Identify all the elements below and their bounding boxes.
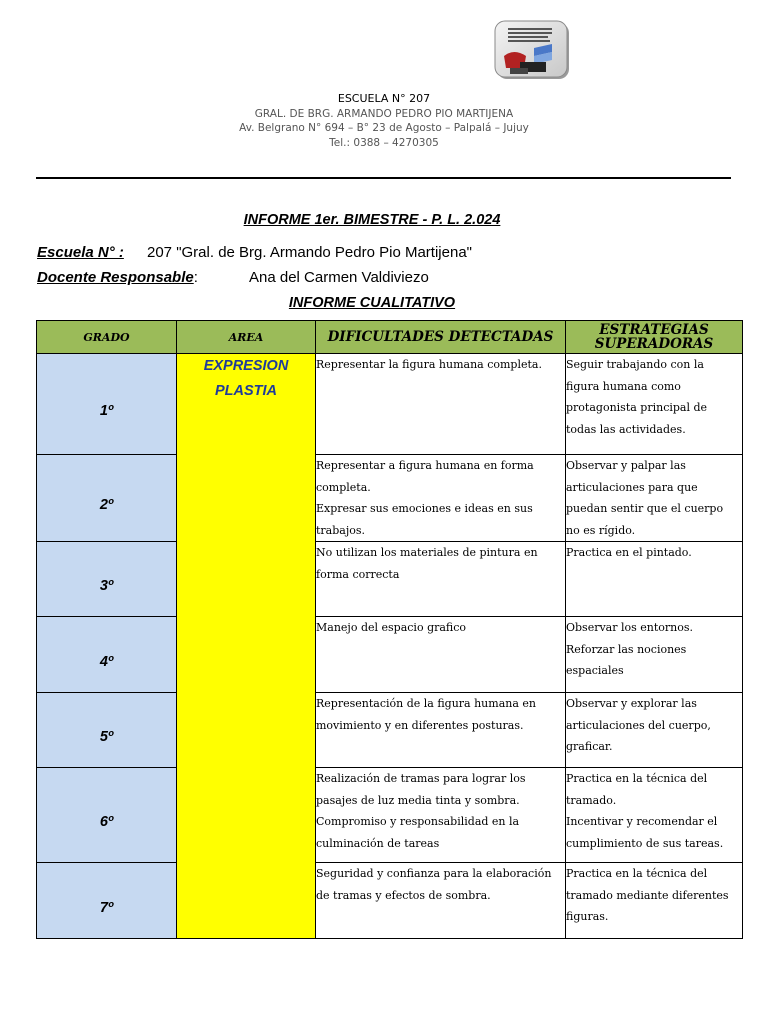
header-divider — [36, 177, 731, 179]
school-name: ESCUELA N° 207 — [337, 92, 431, 105]
school-address: Av. Belgrano N° 694 – B° 23 de Agosto – Palpalá – Jujuy — [239, 122, 529, 134]
school-field-value: 207 "Gral. de Brg. Armando Pedro Pio Martijena" — [147, 244, 472, 261]
difficulties-cell: Seguridad y confianza para la elaboración de tramas y efectos de sombra. — [316, 863, 566, 939]
strategies-cell: Observar y palpar las articulaciones para que puedan sentir que el cuerpo no es rígido. — [566, 455, 743, 542]
table-row — [37, 863, 743, 939]
school-field — [37, 244, 472, 261]
strategies-cell: Practica en el pintado. — [566, 542, 743, 617]
strategies-cell: Seguir trabajando con la figura humana como protagonista principal de todas las actividades. — [566, 354, 743, 455]
grade-cell: 3º — [37, 542, 177, 617]
area-cell — [177, 354, 316, 939]
difficulties-cell: Representación de la figura humana en movimiento y en diferentes posturas. — [316, 693, 566, 768]
grade-cell: 2º — [37, 455, 177, 542]
table-row — [37, 768, 743, 863]
difficulties-cell: Realización de tramas para lograr los pasajes de luz media tinta y sombra. Compromiso y responsabilidad en la culminación de tareas — [316, 768, 566, 863]
header-grado: GRADO — [37, 321, 177, 354]
strategies-cell: Observar y explorar las articulaciones del cuerpo, graficar. — [566, 693, 743, 768]
strategies-cell: Practica en la técnica del tramado mediante diferentes figuras. — [566, 863, 743, 939]
school-field-label: Escuela N° : — [37, 244, 124, 261]
school-logo — [494, 20, 572, 82]
teacher-field — [37, 269, 429, 286]
table-row — [37, 617, 743, 693]
table-row — [37, 542, 743, 617]
difficulties-cell: Manejo del espacio grafico — [316, 617, 566, 693]
header-dificultades: DIFICULTADES DETECTADAS — [316, 321, 566, 354]
grade-cell: 5º — [37, 693, 177, 768]
difficulties-cell: Representar a figura humana en forma completa. Expresar sus emociones e ideas en sus trabajos. — [316, 455, 566, 542]
table-row — [37, 455, 743, 542]
strategies-cell: Practica en la técnica del tramado. Incentivar y recomendar el cumplimiento de sus tareas. — [566, 768, 743, 863]
table-header-row — [37, 321, 743, 354]
report-title: INFORME 1er. BIMESTRE - P. L. 2.024 — [243, 212, 501, 228]
school-phone: Tel.: 0388 – 4270305 — [329, 137, 439, 149]
strategies-cell: Observar los entornos. Reforzar las nociones espaciales — [566, 617, 743, 693]
table-row — [37, 354, 743, 455]
grade-cell: 6º — [37, 768, 177, 863]
header-area: AREA — [177, 321, 316, 354]
report-table — [36, 320, 743, 939]
school-full-name: GRAL. DE BRG. ARMANDO PEDRO PIO MARTIJENA — [254, 108, 514, 120]
teacher-field-colon: : — [193, 269, 198, 286]
teacher-field-label: Docente Responsable — [37, 269, 194, 286]
difficulties-cell: No utilizan los materiales de pintura en forma correcta — [316, 542, 566, 617]
report-subtitle: INFORME CUALITATIVO — [288, 295, 456, 311]
area-label-line1: EXPRESION — [203, 358, 289, 374]
header-estrategias: ESTRATEGIAS SUPERADORAS — [566, 321, 743, 354]
grade-cell: 1º — [37, 354, 177, 455]
grade-cell: 7º — [37, 863, 177, 939]
teacher-field-value: Ana del Carmen Valdiviezo — [249, 269, 429, 286]
area-label-line2: PLASTIA — [214, 383, 278, 399]
table-row — [37, 693, 743, 768]
difficulties-cell: Representar la figura humana completa. — [316, 354, 566, 455]
grade-cell: 4º — [37, 617, 177, 693]
